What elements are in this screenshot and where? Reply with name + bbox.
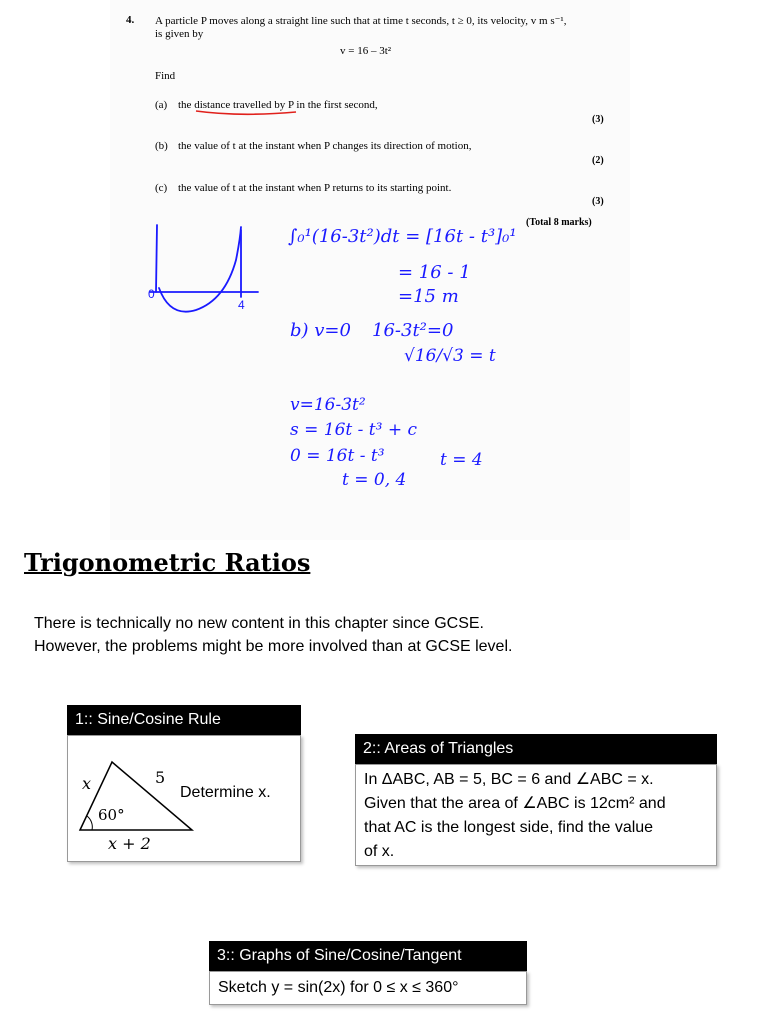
question-line-2: is given by (155, 28, 204, 40)
part-a-label: (a) (155, 99, 168, 111)
part-c-marks: (3) (592, 196, 604, 207)
hw-integral: ∫₀¹(16-3t²)dt = [16t - t³]₀¹ (288, 226, 517, 247)
part-a-marks: (3) (592, 114, 604, 125)
question-find: Find (155, 70, 176, 82)
intro-line-2: However, the problems might be more involved than at GCSE level. (34, 638, 513, 655)
question-equation: v = 16 – 3t² (340, 45, 392, 57)
hw-t-final: t = 4 (440, 450, 483, 470)
box1-header: 1:: Sine/Cosine Rule (67, 705, 301, 735)
graph-y-axis (156, 225, 157, 292)
box2-line-1: In ΔABC, AB = 5, BC = 6 and ∠ABC = x. (364, 771, 654, 788)
hw-part-b: b) v=0 (290, 320, 351, 341)
box1-prompt: Determine x. (180, 784, 271, 801)
box3-body: Sketch y = sin(2x) for 0 ≤ x ≤ 360° (209, 971, 527, 1005)
hw-t-values: t = 0, 4 (342, 470, 407, 490)
graph-origin-label: 0 (148, 287, 155, 301)
red-underline (196, 111, 296, 114)
angle-label: 60° (98, 806, 125, 824)
part-a-text: the distance travelled by P in the first second, (178, 99, 378, 111)
total-marks: (Total 8 marks) (526, 217, 592, 228)
graph-tick-label: 4 (238, 298, 245, 312)
hw-part-b-root: √16/√3 = t (404, 346, 496, 366)
section-title: Trigonometric Ratios (24, 548, 311, 577)
box3-header: 3:: Graphs of Sine/Cosine/Tangent (209, 941, 527, 971)
graph-curve (159, 227, 241, 312)
box2-line-3: that AC is the longest side, find the value (364, 819, 654, 836)
box2-line-4: of x. (364, 843, 395, 860)
hw-zero-line: 0 = 16t - t³ (290, 446, 385, 466)
side-x-label: x (82, 774, 92, 793)
box1-body (67, 735, 301, 862)
triangle-shape (80, 762, 192, 830)
intro-line-1: There is technically no new content in this chapter since GCSE. (34, 615, 484, 632)
side-5-label: 5 (155, 768, 166, 787)
base-label: x + 2 (108, 834, 151, 853)
box2-body (355, 764, 717, 866)
part-b-marks: (2) (592, 155, 604, 166)
hw-line-2: = 16 - 1 (398, 262, 471, 283)
box2-line-2: Given that the area of ∠ABC is 12cm² and (364, 795, 666, 812)
hw-part-b-eq: 16-3t²=0 (372, 320, 454, 341)
part-b-label: (b) (155, 140, 168, 152)
part-b-text: the value of t at the instant when P changes its direction of motion, (178, 140, 472, 152)
hw-line-3: =15 m (398, 286, 459, 307)
angle-arc (87, 816, 92, 830)
part-c-label: (c) (155, 182, 168, 194)
hw-s-line: s = 16t - t³ + c (290, 420, 418, 440)
hw-v-line: v=16-3t² (290, 395, 366, 415)
question-number: 4. (126, 14, 135, 26)
section-intro (34, 612, 512, 658)
question-line-1: A particle P moves along a straight line such that at time t seconds, t ≥ 0, its velocity, v m s⁻¹, (155, 15, 567, 27)
part-c-text: the value of t at the instant when P returns to its starting point. (178, 182, 452, 194)
box2-header: 2:: Areas of Triangles (355, 734, 717, 764)
